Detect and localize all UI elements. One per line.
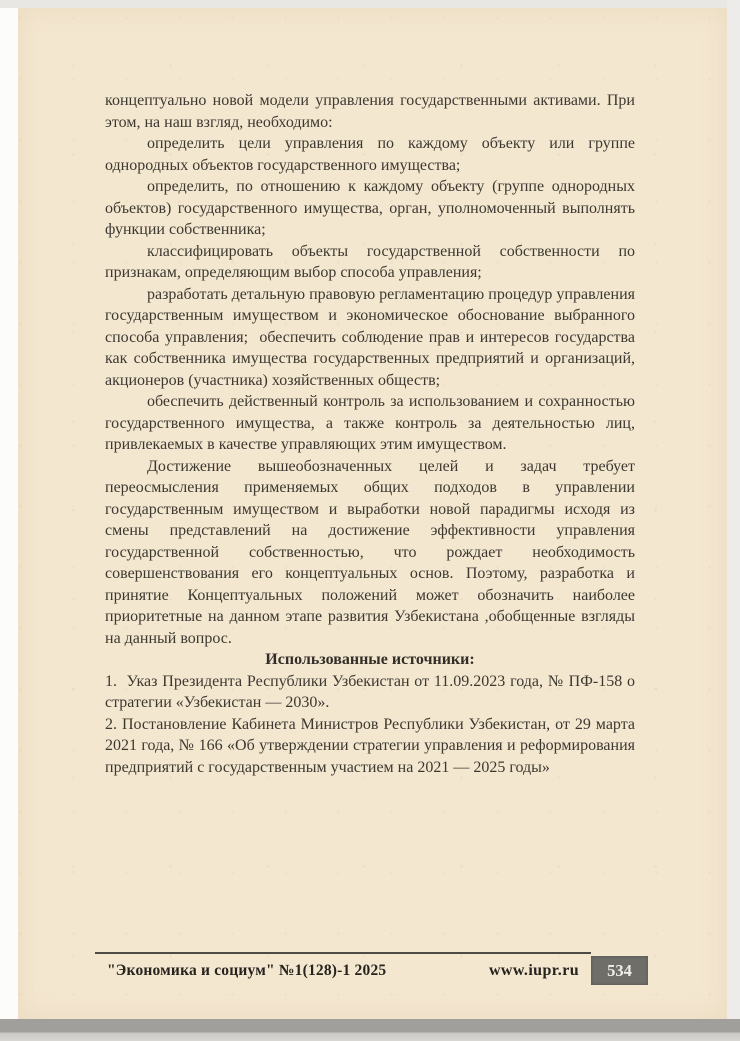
page-number-badge: 534 — [591, 956, 648, 985]
body-paragraph: определить цели управления по каждому объекту или группе однородных объектов государственного имущества; — [105, 135, 635, 174]
body-paragraph: разработать детальную правовую регламентацию процедур управления государственным имуществом и экономическое обоснование выбранного способа управления; обеспечить соблюдение прав и интересов государства как собственника имущества государственных предприятий и организаций, акционеров (участника) хозяйственных обществ; — [105, 285, 635, 389]
scan-edge-left — [0, 0, 18, 1041]
sources-heading: Использованные источники: — [265, 651, 475, 668]
journal-title: "Экономика и социум" №1(128)-1 2025 — [107, 962, 387, 979]
scan-edge-top — [0, 0, 740, 8]
sources-list — [105, 671, 635, 779]
body-paragraph: обеспечить действенный контроль за использованием и сохранностью государственного имущества, а также контроль за деятельностью лиц, привлекаемых в качестве управляющих этим имуществом. — [105, 393, 635, 453]
page-footer — [95, 952, 648, 985]
source-item: 2. Постановление Кабинета Министров Республики Узбекистан, от 29 марта 2021 года, № 166 «Об утверждении стратегии управления и реформирования предприятий с государственным участием на 2021 — 2025 годы» — [105, 715, 635, 776]
paper-page — [18, 8, 727, 1019]
scan-edge-bottom — [0, 1019, 740, 1041]
body-paragraph: определить, по отношению к каждому объекту (группе однородных объектов) государственного имущества, орган, уполномоченный выполнять функции собственника; — [105, 178, 635, 238]
body-paragraph: концептуально новой модели управления государственными активами. При этом, на наш взгляд, необходимо: — [105, 92, 635, 131]
journal-website: www.iupr.ru — [488, 962, 579, 979]
footer-rule — [95, 952, 591, 980]
scan-edge-right — [727, 0, 740, 1041]
body-paragraph: Достижение вышеобозначенных целей и задач требует переосмысления применяемых общих подходов в управлении государственным имуществом и выработки новой парадигмы исходя из смены представлений на достижение эффективности управления государственной собственностью, что рождает необходимость совершенствования его концептуальных основ. Поэтому, разработка и принятие Концептуальных положений может обозначить наиболее приоритетные на данном этапе развития Узбекистана ,обобщенные взгляды на данный вопрос. — [105, 457, 635, 647]
body-paragraph: классифицировать объекты государственной собственности по признакам, определяющим выбор способа управления; — [105, 242, 635, 281]
article-body — [105, 90, 635, 778]
source-item: 1. Указ Президента Республики Узбекистан от 11.09.2023 года, № ПФ-158 о стратегии «Узбекистан — 2030». — [105, 672, 635, 711]
